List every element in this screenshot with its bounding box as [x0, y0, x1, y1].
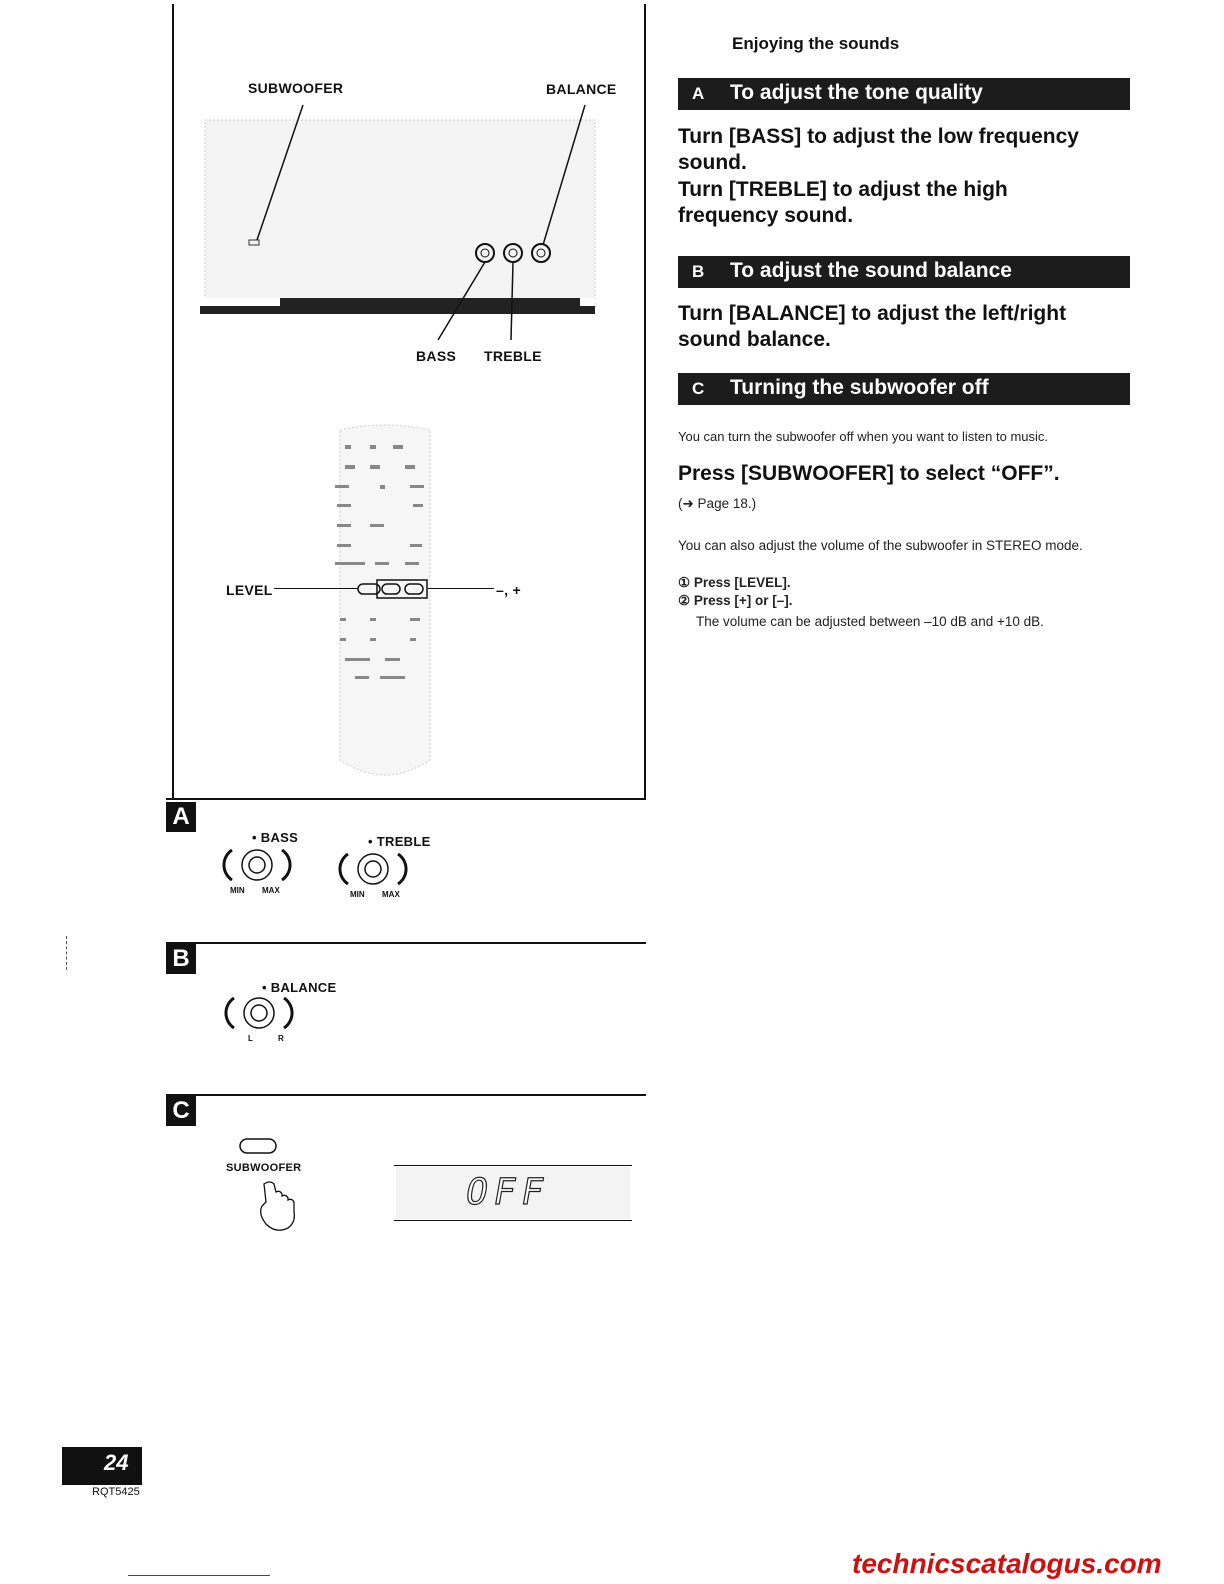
- section-a-line2: Turn [TREBLE] to adjust the high frequency sound.: [678, 178, 1008, 227]
- section-c-letter: C: [692, 379, 705, 398]
- balance-l: L: [248, 1034, 253, 1043]
- section-b-bar: [678, 256, 1130, 288]
- treble-dial-icon: [338, 850, 408, 890]
- panel-a-treble-label: • TREBLE: [368, 834, 431, 849]
- remote-control-illustration: [325, 420, 445, 790]
- label-treble: TREBLE: [484, 348, 542, 364]
- section-a-title: To adjust the tone quality: [730, 81, 983, 104]
- plusminus-leader-line: [428, 588, 494, 589]
- treble-max: MAX: [382, 890, 400, 899]
- bass-dial-icon: [222, 846, 292, 886]
- section-c-note: You can also adjust the volume of the subwoofer in STEREO mode.: [678, 538, 1083, 553]
- main-unit-illustration: [195, 100, 615, 340]
- panel-b-balance-label: • BALANCE: [262, 980, 337, 995]
- panel-b-rule: [166, 942, 646, 944]
- footer-underline: [128, 1575, 270, 1576]
- section-c-bar: [678, 373, 1130, 405]
- label-balance: BALANCE: [546, 81, 617, 97]
- section-c-step2: ② Press [+] or [–].: [678, 593, 793, 608]
- pressing-hand-icon: [254, 1180, 304, 1236]
- figure-frame-right: [644, 4, 646, 800]
- bass-max: MAX: [262, 886, 280, 895]
- page-number: 24: [104, 1450, 129, 1475]
- section-c-instruction: Press [SUBWOOFER] to select “OFF”.: [678, 462, 1060, 485]
- display-bottom-rule: [394, 1220, 632, 1221]
- balance-r: R: [278, 1034, 284, 1043]
- running-header: Enjoying the sounds: [732, 34, 900, 53]
- balance-dial-icon: [224, 994, 294, 1034]
- label-level: LEVEL: [226, 582, 273, 598]
- treble-min: MIN: [350, 890, 365, 899]
- section-c-step1: ① Press [LEVEL].: [678, 575, 791, 590]
- section-c-intro: You can turn the subwoofer off when you want to listen to music.: [678, 429, 1048, 444]
- figure-frame-bottom: [166, 798, 646, 800]
- level-leader-line: [274, 588, 358, 589]
- doc-code: RQT5425: [92, 1486, 140, 1498]
- section-a-bar: [678, 78, 1130, 110]
- subwoofer-button-icon: [238, 1136, 278, 1156]
- watermark: technicscatalogus.com: [852, 1548, 1162, 1579]
- panel-c-rule: [166, 1094, 646, 1096]
- label-subwoofer: SUBWOOFER: [248, 80, 344, 96]
- panel-a-letter: A: [166, 802, 196, 832]
- section-b-line1: Turn [BALANCE] to adjust the left/right sound balance.: [678, 302, 1067, 351]
- display-off-text: OFF: [462, 1172, 553, 1213]
- panel-b-letter: B: [166, 944, 196, 974]
- section-b-title: To adjust the sound balance: [730, 259, 1012, 282]
- section-a-letter: A: [692, 84, 705, 103]
- panel-c-letter: C: [166, 1096, 196, 1126]
- section-a-line1: Turn [BASS] to adjust the low frequency sound.: [678, 125, 1079, 174]
- figure-frame: [172, 4, 174, 800]
- panel-a-bass-label: • BASS: [252, 830, 299, 845]
- display-top-rule: [394, 1165, 632, 1166]
- section-c-title: Turning the subwoofer off: [730, 376, 989, 399]
- page-number-box: [62, 1447, 142, 1485]
- margin-tick-marks: [66, 936, 68, 970]
- bass-min: MIN: [230, 886, 245, 895]
- label-bass: BASS: [416, 348, 457, 364]
- panel-c-subwoofer-label: SUBWOOFER: [226, 1162, 302, 1174]
- section-c-step-note: The volume can be adjusted between –10 dB and +10 dB.: [696, 614, 1044, 629]
- label-plus-minus: –, +: [496, 582, 521, 598]
- section-b-letter: B: [692, 262, 705, 281]
- section-c-page-ref: (➜ Page 18.): [678, 496, 757, 511]
